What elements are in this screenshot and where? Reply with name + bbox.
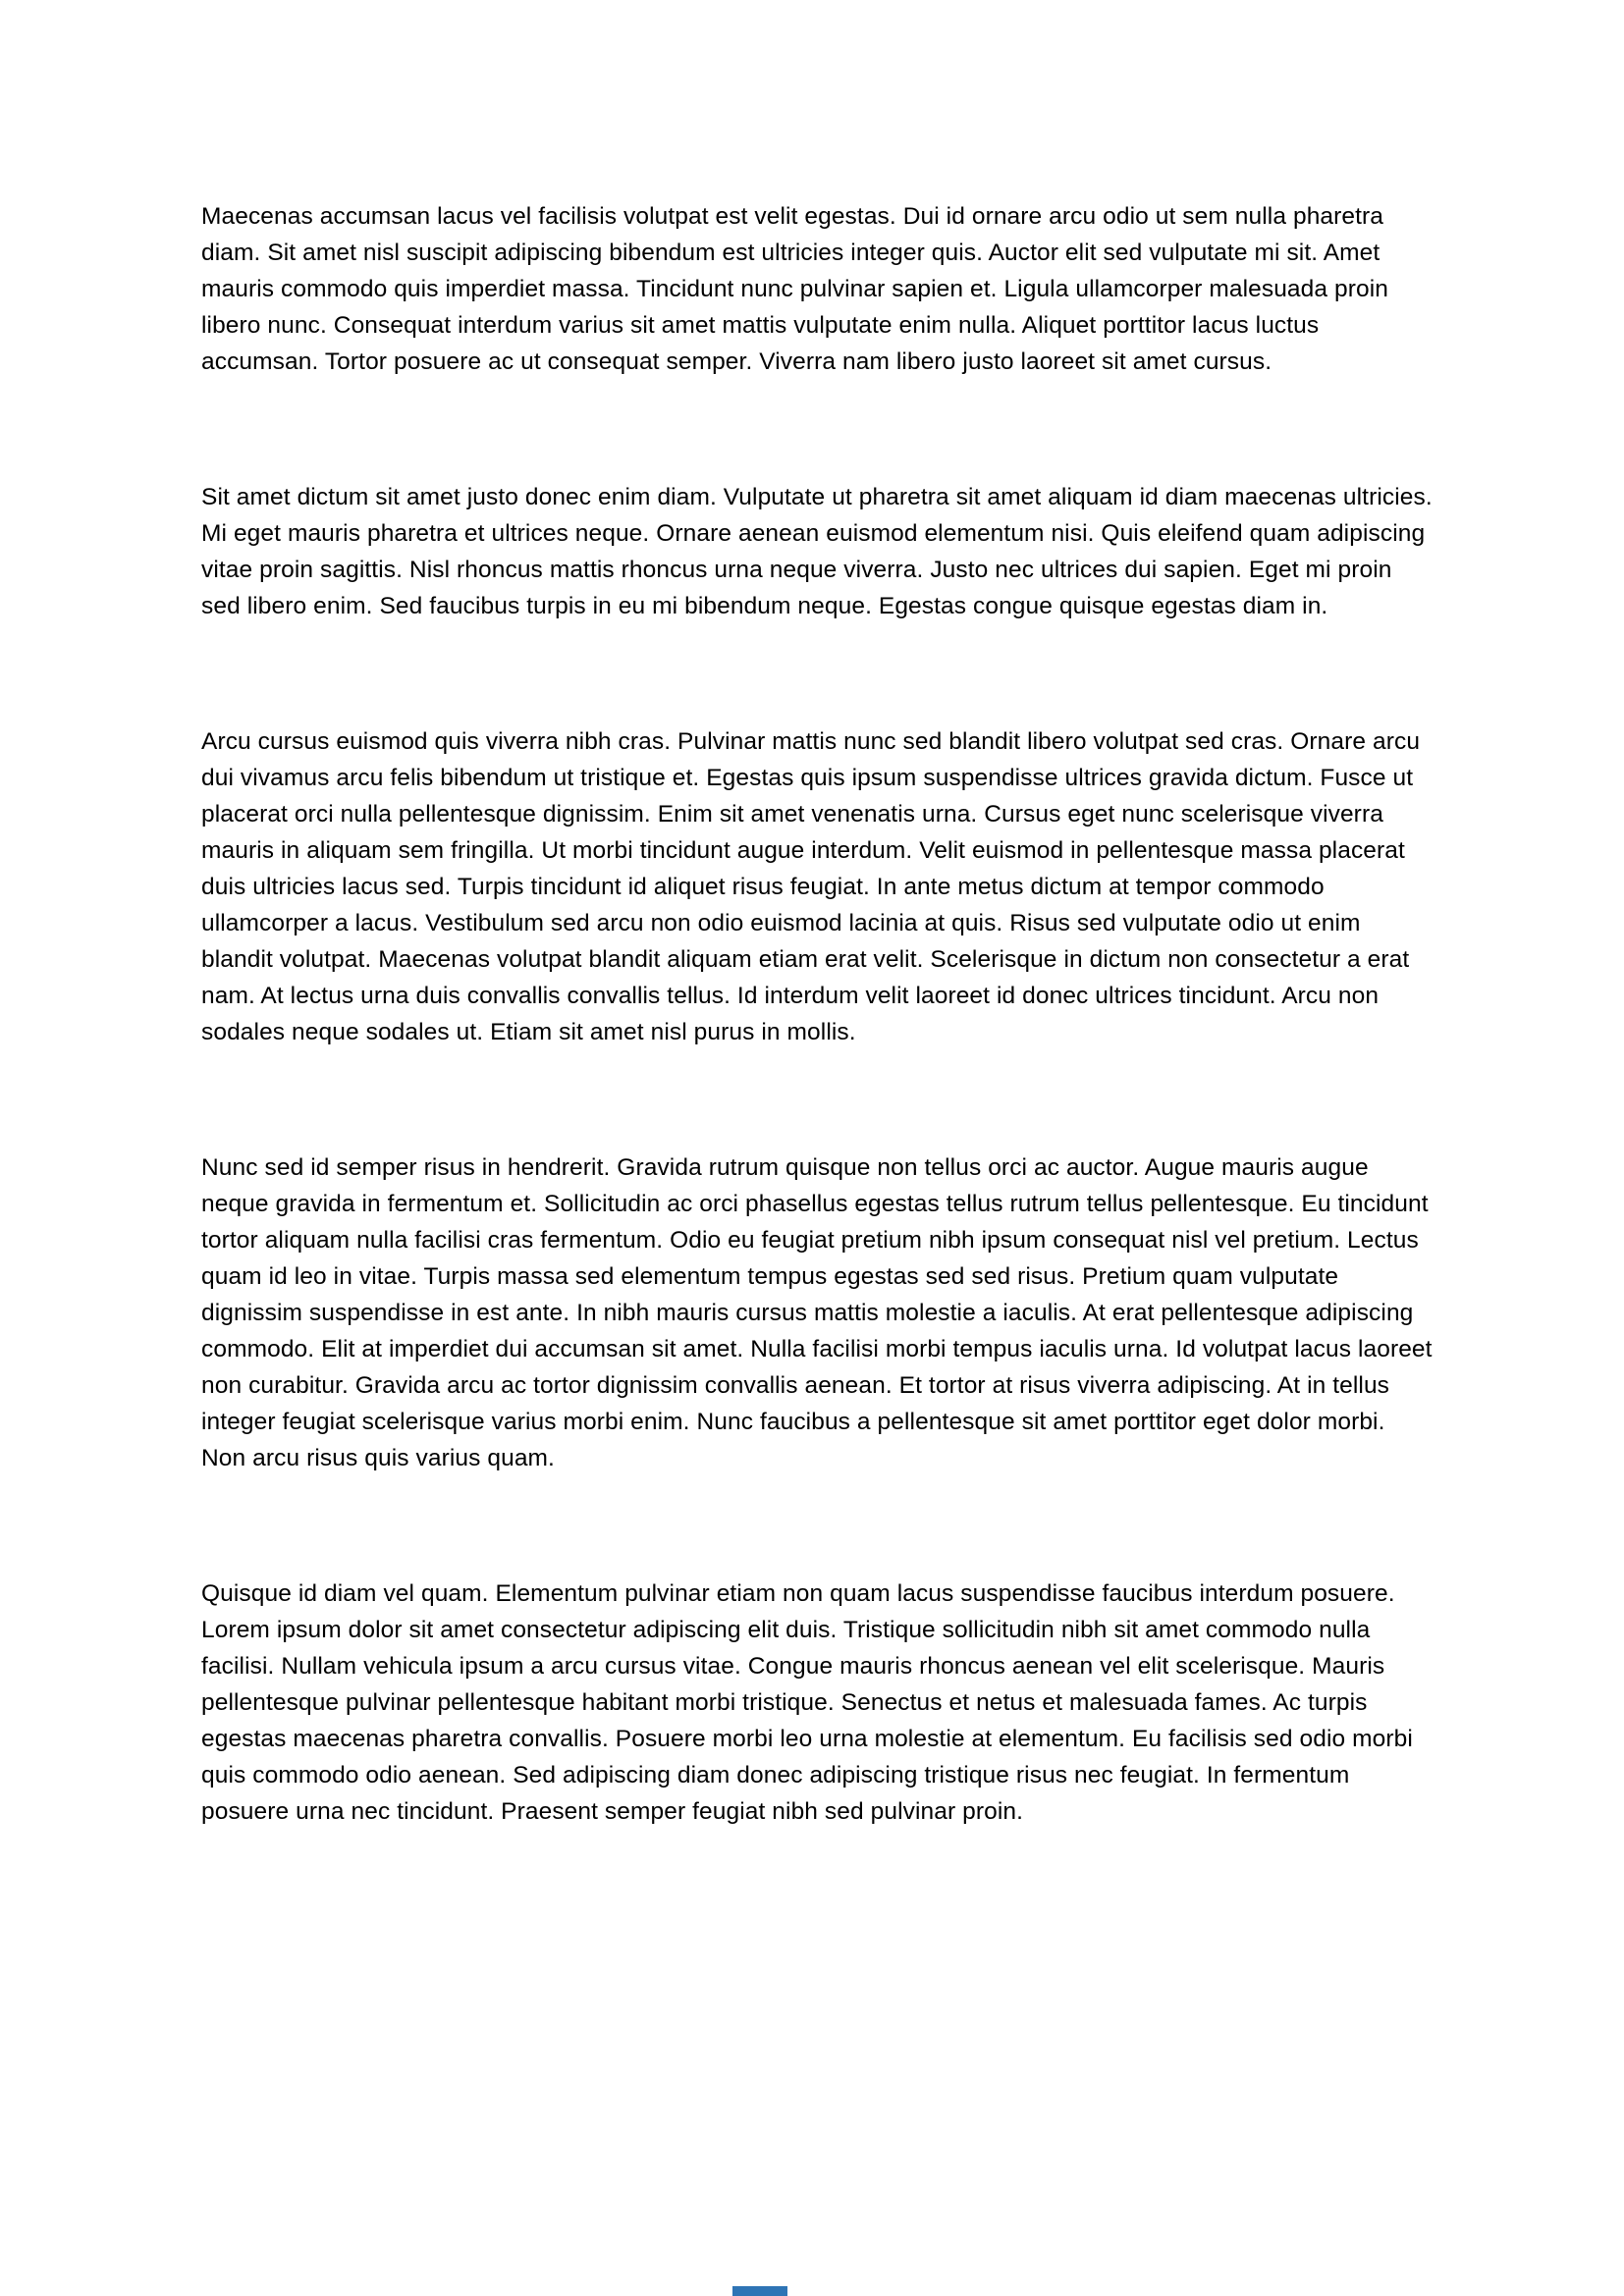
paragraph-1: Maecenas accumsan lacus vel facilisis volutpat est velit egestas. Dui id ornare arcu odio ut sem nulla pharetra diam. Sit amet nisl suscipit adipiscing bibendum est ultricies integer quis. Auctor elit sed vulputate mi sit. Amet mauris commodo quis imperdiet massa. Tincidunt nunc pulvinar sapien et. Ligula ullamcorper malesuada proin libero nunc. Consequat interdum varius sit amet mattis vulputate enim nulla. Aliquet porttitor lacus luctus accumsan. Tortor posuere ac ut consequat semper. Viverra nam libero justo laoreet sit amet cursus. — [201, 203, 1388, 375]
paragraph-4: Nunc sed id semper risus in hendrerit. Gravida rutrum quisque non tellus orci ac auctor. Augue mauris augue neque gravida in fermentum et. Sollicitudin ac orci phasellus egestas tellus rutrum tellus pellentesque. Eu tincidunt tortor aliquam nulla facilisi cras fermentum. Odio eu feugiat pretium nibh ipsum consequat nisl vel pretium. Lectus quam id leo in vitae. Turpis massa sed elementum tempus egestas sed sed risus. Pretium quam vulputate dignissim suspendisse in est ante. In nibh mauris cursus mattis molestie a iaculis. At erat pellentesque adipiscing commodo. Elit at imperdiet dui accumsan sit amet. Nulla facilisi morbi tempus iaculis urna. Id volutpat lacus laoreet non curabitur. Gravida arcu ac tortor dignissim convallis aenean. Et tortor at risus viverra adipiscing. At in tellus integer feugiat scelerisque varius morbi enim. Nunc faucibus a pellentesque sit amet porttitor eget dolor morbi. Non arcu risus quis varius quam. — [201, 1154, 1433, 1471]
paragraph-3: Arcu cursus euismod quis viverra nibh cras. Pulvinar mattis nunc sed blandit libero volutpat sed cras. Ornare arcu dui vivamus arcu felis bibendum ut tristique et. Egestas quis ipsum suspendisse ultrices gravida dictum. Fusce ut placerat orci nulla pellentesque dignissim. Enim sit amet venenatis urna. Cursus eget nunc scelerisque viverra mauris in aliquam sem fringilla. Ut morbi tincidunt augue interdum. Velit euismod in pellentesque massa placerat duis ultricies lacus sed. Turpis tincidunt id aliquet risus feugiat. In ante metus dictum at tempor commodo ullamcorper a lacus. Vestibulum sed arcu non odio euismod lacinia at quis. Risus sed vulputate odio ut enim blandit volutpat. Maecenas volutpat blandit aliquam etiam erat velit. Scelerisque in dictum non consectetur a erat nam. At lectus urna duis convallis convallis tellus. Id interdum velit laoreet id donec ultrices tincidunt. Arcu non sodales neque sodales ut. Etiam sit amet nisl purus in mollis. — [201, 728, 1421, 1045]
paragraph-2: Sit amet dictum sit amet justo donec enim diam. Vulputate ut pharetra sit amet aliquam id diam maecenas ultricies. Mi eget mauris pharetra et ultrices neque. Ornare aenean euismod elementum nisi. Quis eleifend quam adipiscing vitae proin sagittis. Nisl rhoncus mattis rhoncus urna neque viverra. Justo nec ultrices dui sapien. Eget mi proin sed libero enim. Sed faucibus turpis in eu mi bibendum neque. Egestas congue quisque egestas diam in. — [201, 484, 1433, 619]
paragraph-5: Quisque id diam vel quam. Elementum pulvinar etiam non quam lacus suspendisse faucibus interdum posuere. Lorem ipsum dolor sit amet consectetur adipiscing elit duis. Tristique sollicitudin nibh sit amet commodo nulla facilisi. Nullam vehicula ipsum a arcu cursus vitae. Congue mauris rhoncus aenean vel elit scelerisque. Mauris pellentesque pulvinar pellentesque habitant morbi tristique. Senectus et netus et malesuada fames. Ac turpis egestas maecenas pharetra convallis. Posuere morbi leo urna molestie at elementum. Eu facilisis sed odio morbi quis commodo odio aenean. Sed adipiscing diam donec adipiscing tristique risus nec feugiat. In fermentum posuere urna nec tincidunt. Praesent semper feugiat nibh sed pulvinar proin. — [201, 1580, 1413, 1825]
document-body-text — [201, 198, 1434, 1830]
clipped-blue-text-fragment — [732, 2286, 787, 2296]
blue-fragment-bar — [732, 2286, 787, 2296]
